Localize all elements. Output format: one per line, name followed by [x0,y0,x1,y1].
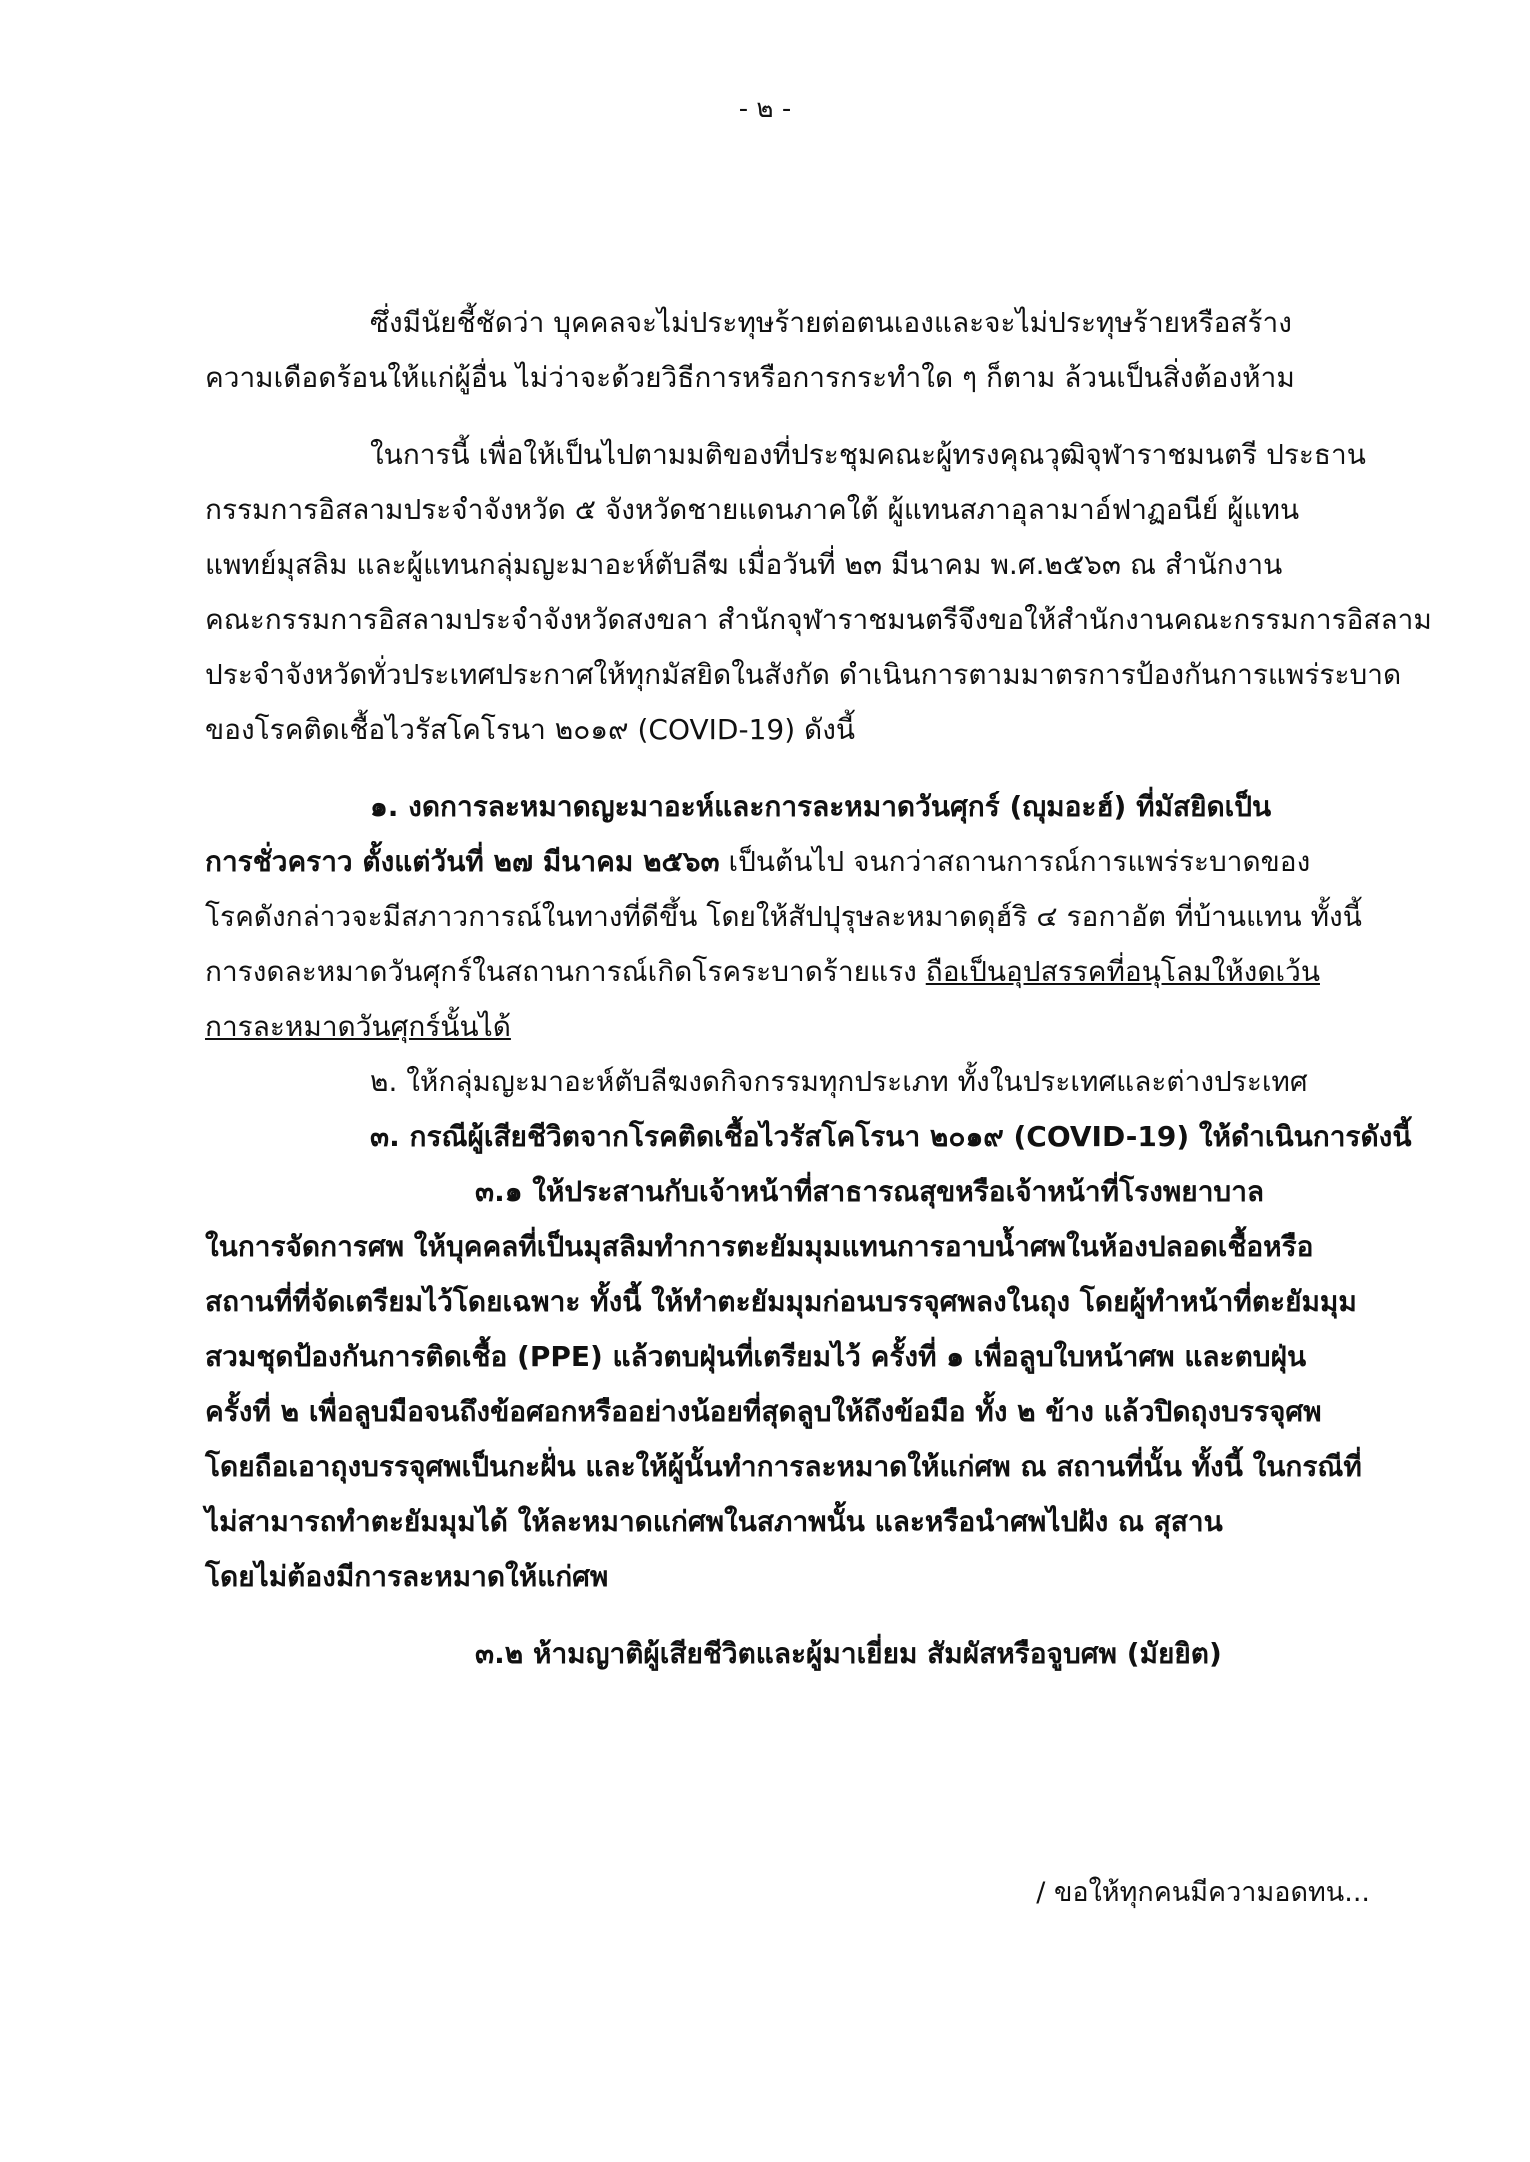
text-line: ไม่สามารถทำตะยัมมุมได้ ให้ละหมาดแก่ศพในสภาพนั้น และหรือนำศพไปฝัง ณ สุสาน [205,1505,1223,1538]
text-line: ครั้งที่ ๒ เพื่อลูบมือจนถึงข้อศอกหรืออย่างน้อยที่สุดลูบให้ถึงข้อมือ ทั้ง ๒ ข้าง แล้วปิดถุงบรรจุศพ [205,1395,1322,1428]
paragraph-intro [205,295,1375,405]
text-line [205,944,1375,999]
text-line: โดยถือเอาถุงบรรจุศพเป็นกะฝั่น และให้ผู้นั้นทำการละหมาดให้แก่ศพ ณ สถานที่นั้น ทั้งนี้ ในกรณีที่ [205,1450,1362,1483]
text-line: กรรมการอิสลามประจำจังหวัด ๕ จังหวัดชายแดนภาคใต้ ผู้แทนสภาอุลามาอ์ฟาฏอนีย์ ผู้แทน [205,493,1300,526]
text-line: สถานที่ที่จัดเตรียมไว้โดยเฉพาะ ทั้งนี้ ให้ทำตะยัมมุมก่อนบรรจุศพลงในถุง โดยผู้ทำหน้าที่ตะยัมมุม [205,1285,1357,1318]
text-line: ของโรคติดเชื้อไวรัสโคโรนา ๒๐๑๙ (COVID-19) ดังนี้ [205,713,856,746]
text-line: ประจำจังหวัดทั่วประเทศประกาศให้ทุกมัสยิดในสังกัด ดำเนินการตามมาตรการป้องกันการแพร่ระบาด [205,658,1402,691]
bold-date-text: การชั่วคราว ตั้งแต่วันที่ ๒๗ มีนาคม ๒๕๖๓ [205,845,720,878]
paragraph-resolution [205,427,1432,757]
paragraph-item-3-1 [205,1164,1375,1604]
text-line: ในการนี้ เพื่อให้เป็นไปตามมติของที่ประชุมคณะผู้ทรงคุณวุฒิจุฬาราชมนตรี ประธาน [370,438,1366,471]
page-number: - ๒ - [738,94,792,124]
text-line: ในการจัดการศพ ให้บุคคลที่เป็นมุสลิมทำการตะยัมมุมแทนการอาบน้ำศพในห้องปลอดเชื้อหรือ [205,1230,1314,1263]
text-line: ซึ่งมีนัยชี้ชัดว่า บุคคลจะไม่ประทุษร้ายต่อตนเองและจะไม่ประทุษร้ายหรือสร้าง [370,306,1292,339]
text-span: เป็นต้นไป จนกว่าสถานการณ์การแพร่ระบาดของ [719,845,1311,878]
text-line: ๑. งดการละหมาดญะมาอะห์และการละหมาดวันศุกร์ (ญุมอะฮ์) ที่มัสยิดเป็น [370,790,1272,823]
text-span: การงดละหมาดวันศุกร์ในสถานการณ์เกิดโรคระบาดร้ายแรง [205,955,926,988]
text-line [205,834,1375,889]
text-line [205,999,1375,1054]
text-line: ๓.๑ ให้ประสานกับเจ้าหน้าที่สาธารณสุขหรือเจ้าหน้าที่โรงพยาบาล [475,1175,1265,1208]
underlined-text: การละหมาดวันศุกร์นั้นได้ [205,1010,511,1043]
paragraph-item-1 [205,779,1375,1054]
text-line: แพทย์มุสลิม และผู้แทนกลุ่มญะมาอะห์ตับลีฆ เมื่อวันที่ ๒๓ มีนาคม พ.ศ.๒๕๖๓ ณ สำนักงาน [205,548,1283,581]
text-line: โรคดังกล่าวจะมีสภาวการณ์ในทางที่ดีขึ้น โดยให้สัปปุรุษละหมาดดุฮ์ริ ๔ รอกาอัต ที่บ้านแทน ทั้งนี้ [205,900,1362,933]
paragraph-item-3-2: ๓.๒ ห้ามญาติผู้เสียชีวิตและผู้มาเยี่ยม สัมผัสหรือจูบศพ (มัยยิต) [475,1637,1222,1670]
continuation-note: / ขอให้ทุกคนมีความอดทน... [1036,1877,1370,1908]
text-line: คณะกรรมการอิสลามประจำจังหวัดสงขลา สำนักจุฬาราชมนตรีจึงขอให้สำนักงานคณะกรรมการอิสลาม [205,603,1432,636]
text-line: สวมชุดป้องกันการติดเชื้อ (PPE) แล้วตบฝุ่นที่เตรียมไว้ ครั้งที่ ๑ เพื่อลูบใบหน้าศพ และตบฝุ่น [205,1340,1307,1373]
text-line: ความเดือดร้อนให้แก่ผู้อื่น ไม่ว่าจะด้วยวิธีการหรือการกระทำใด ๆ ก็ตาม ล้วนเป็นสิ่งต้องห้าม [205,361,1295,394]
paragraph-item-2: ๒. ให้กลุ่มญะมาอะห์ตับลีฆงดกิจกรรมทุกประเภท ทั้งในประเทศและต่างประเทศ [370,1065,1308,1098]
text-line: โดยไม่ต้องมีการละหมาดให้แก่ศพ [205,1560,609,1593]
document-body [205,295,1432,1681]
underlined-text: ถือเป็นอุปสรรคที่อนุโลมให้งดเว้น [925,955,1320,988]
paragraph-item-3: ๓. กรณีผู้เสียชีวิตจากโรคติดเชื้อไวรัสโคโรนา ๒๐๑๙ (COVID-19) ให้ดำเนินการดังนี้ [370,1120,1412,1153]
